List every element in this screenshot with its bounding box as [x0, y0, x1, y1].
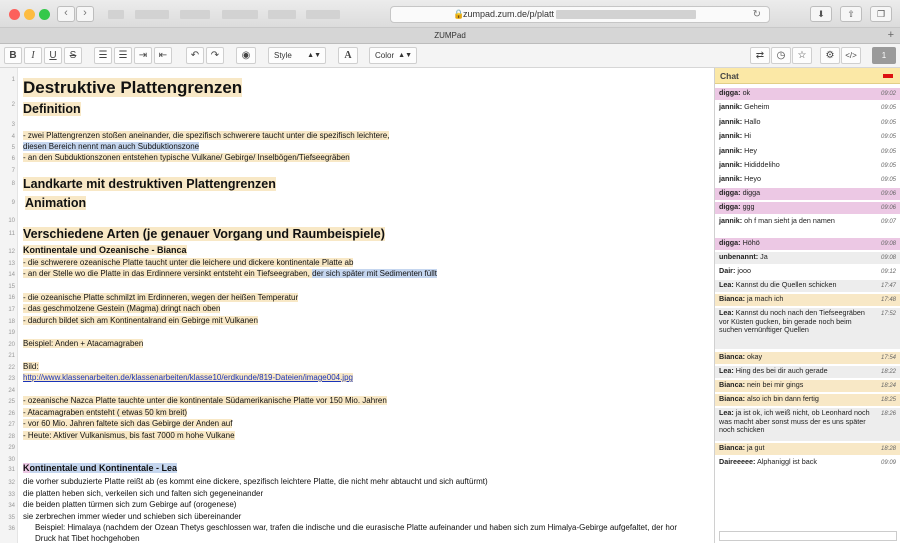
- ordered-list-button[interactable]: ☰: [94, 47, 112, 64]
- chat-time: 09:05: [880, 163, 896, 169]
- chat-text: Kannst du noch nach den Tiefseegräben vor Küsten gucken, bin gerade noch beim suchen vernünftiger Quellen: [719, 308, 865, 334]
- import-export-button[interactable]: ⇄: [750, 47, 770, 64]
- text-line: - zwei Plattengrenzen stoßen aneinander, die spezifisch schwerere taucht unter die spezifisch leichtere,: [23, 131, 390, 140]
- text-line: - die schwerere ozeanische Platte taucht unter die leichere und dickere kontinentale Platte ab: [23, 258, 354, 267]
- text-line: Druck hat Tibet hochgehoben: [35, 534, 140, 543]
- chevron-down-icon: ▲▼: [307, 52, 321, 59]
- tab-title[interactable]: ZUMPad: [434, 31, 466, 40]
- chat-time: 18:25: [880, 397, 896, 403]
- chat-text: Hing des bei dir auch gerade: [735, 366, 828, 375]
- editor-toolbar: [0, 44, 900, 68]
- text-line: - Heute: Aktiver Vulkanismus, bis fast 7000 m hohe Vulkane: [23, 431, 235, 440]
- heading-types: Verschiedene Arten (je genauer Vorgang und Raumbeispiele): [23, 227, 385, 241]
- indent-button[interactable]: ⇥: [134, 47, 152, 64]
- chat-author: Bianca:: [719, 394, 745, 403]
- text-line: die beiden platten türmen sich zum Gebirge auf (orogenese): [23, 500, 237, 509]
- line-number: 2: [11, 102, 15, 108]
- text-line: - ozeanische Nazca Platte tauchte unter die kontinentale Südamerikanische Platte vor 150 Mio. Jahren: [23, 396, 387, 405]
- chat-author: digga:: [719, 188, 741, 197]
- line-number: 29: [8, 445, 15, 451]
- chat-author: digga:: [719, 88, 741, 97]
- chat-time: 17:47: [880, 283, 896, 289]
- chat-time: 18:22: [880, 369, 896, 375]
- chat-input[interactable]: [719, 531, 897, 541]
- chat-text: Hallo: [744, 117, 761, 126]
- chat-time: 09:08: [880, 255, 896, 261]
- chat-time: 09:06: [880, 205, 896, 211]
- line-number: 6: [11, 156, 15, 162]
- text-line: die vorher subduzierte Platte reißt ab (es kommt eine dickere, spezifisch leichtere Platte, die nicht mehr abtaucht und sich auftürmt): [23, 477, 488, 486]
- line-number: 33: [8, 492, 15, 498]
- chat-time: 18:26: [880, 411, 896, 417]
- chat-text: also ich bin dann fertig: [746, 394, 819, 403]
- text-line: - vor 60 Mio. Jahren faltete sich das Gebirge der Anden auf: [23, 419, 233, 428]
- back-button[interactable]: ‹: [57, 6, 75, 22]
- heading-animation: Animation: [25, 196, 87, 210]
- chat-time: 09:09: [880, 460, 896, 466]
- line-number: 21: [8, 353, 15, 359]
- line-number: 32: [8, 480, 15, 486]
- chat-time: 09:12: [880, 269, 896, 275]
- text-line: - das geschmolzene Gestein (Magma) dringt nach oben: [23, 304, 221, 313]
- blurred-bookmark: [268, 10, 296, 19]
- address-bar[interactable]: [390, 6, 770, 23]
- document-title: Destruktive Plattengrenzen: [23, 78, 243, 97]
- chat-time: 18:24: [880, 383, 896, 389]
- chat-author: jannik:: [719, 174, 743, 183]
- chat-title: Chat: [720, 71, 739, 81]
- chat-message: [715, 457, 900, 470]
- line-number: 26: [8, 411, 15, 417]
- chat-message: [715, 280, 900, 293]
- text-line: die platten heben sich, verkeilen sich und falten sich gegeneinander: [23, 489, 264, 498]
- chat-author: jannik:: [719, 102, 743, 111]
- bold-button[interactable]: B: [4, 47, 22, 64]
- chat-time: 09:02: [880, 91, 896, 97]
- maximize-window-button[interactable]: [39, 9, 50, 20]
- line-number: 11: [8, 231, 15, 237]
- line-number-gutter: [0, 68, 18, 543]
- chat-text: jooo: [737, 266, 751, 275]
- chat-text: Hi: [744, 131, 751, 140]
- chat-time: 09:08: [880, 241, 896, 247]
- line-number: 28: [8, 434, 15, 440]
- chat-time: 17:52: [880, 311, 896, 317]
- chat-message: [715, 188, 900, 201]
- chat-text: ja gut: [746, 443, 765, 452]
- text-line: Beispiel: Himalaya (nachdem der Ozean Thetys geschlossen war, trafen die indische und die eurasische Platte aufeinander und haben sich zum Himalya-Gebirge aufgefaltet, der hor: [35, 523, 677, 532]
- blurred-bookmark: [180, 10, 210, 19]
- text-line: - die ozeanische Platte schmilzt im Erdinneren, wegen der heißen Temperatur: [23, 293, 299, 302]
- subheading-continental-continental: ontinentale und Kontinentale - Lea: [29, 463, 178, 473]
- redo-button[interactable]: ↷: [206, 47, 224, 64]
- line-number: 23: [8, 376, 15, 382]
- chat-text: ja mach ich: [746, 294, 784, 303]
- chat-text: oh f man sieht ja den namen: [744, 216, 835, 225]
- chat-message: [715, 102, 900, 115]
- chat-text: nein bei mir gings: [746, 380, 804, 389]
- italic-button[interactable]: I: [24, 47, 42, 64]
- subheading-continental-continental-k: K: [23, 463, 30, 473]
- chat-message: [715, 160, 900, 173]
- tab-bar: [0, 28, 900, 44]
- text-line: - an den Subduktionszonen entstehen typische Vulkane/ Gebirge/ Inselbögen/Tiefseegräben: [23, 153, 350, 162]
- chat-author: Bianca:: [719, 294, 745, 303]
- chat-author: unbenannt:: [719, 252, 759, 261]
- chevron-down-icon: ▲▼: [398, 52, 412, 59]
- color-select[interactable]: [369, 47, 417, 64]
- chat-message: [715, 394, 900, 407]
- chat-message: [715, 88, 900, 101]
- tabs-icon[interactable]: ❐: [870, 6, 892, 22]
- heading-map: Landkarte mit destruktiven Plattengrenzen: [23, 177, 276, 191]
- line-number: 27: [8, 422, 15, 428]
- line-number: 25: [8, 399, 15, 405]
- minimize-window-button[interactable]: [24, 9, 35, 20]
- line-number: 10: [8, 218, 15, 224]
- chat-text: digga: [742, 188, 761, 197]
- line-number: 35: [8, 515, 15, 521]
- new-tab-button[interactable]: +: [887, 29, 894, 41]
- line-number: 36: [8, 526, 15, 532]
- chat-author: Lea:: [719, 366, 734, 375]
- chat-author: Bianca:: [719, 352, 745, 361]
- chat-text: Geheim: [744, 102, 770, 111]
- clear-authorship-button[interactable]: ◉: [236, 47, 256, 64]
- chat-text: ggg: [742, 202, 755, 211]
- reload-icon[interactable]: ↻: [752, 9, 761, 20]
- line-number: 31: [8, 467, 15, 473]
- chat-text: Hey: [744, 146, 757, 155]
- chat-message: [715, 308, 900, 350]
- chat-message: [715, 238, 900, 251]
- chat-author: jannik:: [719, 216, 743, 225]
- chat-author: digga:: [719, 202, 741, 211]
- chat-message: [715, 366, 900, 379]
- chat-author: Bianca:: [719, 443, 745, 452]
- chat-message: [715, 443, 900, 456]
- user-count: 1: [881, 51, 887, 60]
- line-number: 19: [8, 330, 15, 336]
- chat-text: Hididdeliho: [744, 160, 780, 169]
- blurred-bookmark: [222, 10, 258, 19]
- pad-editor[interactable]: [19, 68, 714, 543]
- text-line: sie zerbrechen immer wieder und schieben sich übereinander: [23, 512, 242, 521]
- chat-message: [715, 117, 900, 130]
- line-number: 24: [8, 388, 15, 394]
- chat-time: 09:05: [880, 105, 896, 111]
- chat-text: Höhö: [742, 238, 760, 247]
- text-line: Beispiel: Anden + Atacamagraben: [23, 339, 144, 348]
- chat-message: [715, 131, 900, 144]
- blurred-url-part: [556, 10, 696, 19]
- chat-author: jannik:: [719, 117, 743, 126]
- line-number: 22: [8, 365, 15, 371]
- line-number: 17: [8, 307, 15, 313]
- line-number: 8: [11, 181, 15, 187]
- browser-titlebar: [0, 0, 900, 28]
- line-number: 30: [8, 457, 15, 463]
- style-select-label: Style: [274, 51, 292, 60]
- text-line: - an der Stelle wo die Platte in das Erdinnere versinkt entsteht ein Tiefseegraben,: [23, 269, 313, 278]
- chat-text: Kannst du die Quellen schicken: [735, 280, 837, 289]
- line-number: 9: [11, 200, 15, 206]
- underline-button[interactable]: U: [44, 47, 62, 64]
- chat-panel: [714, 68, 900, 543]
- history-button[interactable]: ◷: [771, 47, 791, 64]
- chat-author: Lea:: [719, 280, 734, 289]
- unordered-list-button[interactable]: ☰: [114, 47, 132, 64]
- line-number: 34: [8, 503, 15, 509]
- line-number: 16: [8, 295, 15, 301]
- line-number: 1: [11, 77, 15, 83]
- chat-message: [715, 380, 900, 393]
- chat-author: Dair:: [719, 266, 736, 275]
- lock-icon: 🔒: [453, 9, 465, 19]
- forward-button[interactable]: ›: [76, 6, 94, 22]
- text-line: - Atacamagraben entsteht ( etwas 50 km breit): [23, 408, 188, 417]
- chat-author: Lea:: [719, 408, 734, 417]
- text-line: diesen Bereich nennt man auch Subduktionszone: [23, 142, 200, 151]
- image-link[interactable]: http://www.klassenarbeiten.de/klassenarbeiten/klasse10/erdkunde/819-Dateien/image004.jpg: [23, 373, 353, 382]
- minimize-chat-icon[interactable]: [883, 74, 893, 78]
- embed-button[interactable]: </>: [841, 47, 861, 64]
- chat-message: [715, 252, 900, 265]
- line-number: 3: [11, 122, 15, 128]
- undo-button[interactable]: ↶: [186, 47, 204, 64]
- heading-definition: Definition: [23, 102, 81, 116]
- download-icon[interactable]: ⬇: [810, 6, 832, 22]
- chat-time: 09:07: [880, 219, 896, 225]
- chat-time: 09:05: [880, 134, 896, 140]
- chat-time: 17:54: [880, 355, 896, 361]
- chat-time: 09:06: [880, 191, 896, 197]
- text-line: - dadurch bildet sich am Kontinentalrand ein Gebirge mit Vulkanen: [23, 316, 258, 325]
- close-window-button[interactable]: [9, 9, 20, 20]
- line-number: 15: [8, 284, 15, 290]
- chat-author: jannik:: [719, 160, 743, 169]
- chat-text: ja ist ok, ich weiß nicht, ob Leonhard noch was macht aber sonst muss der es uns später noch schicken: [719, 408, 870, 434]
- chat-time: 18:28: [880, 446, 896, 452]
- chat-message: [715, 352, 900, 365]
- chat-message: [715, 294, 900, 307]
- line-number: 20: [8, 342, 15, 348]
- chat-author: jannik:: [719, 146, 743, 155]
- line-number: 4: [11, 134, 15, 140]
- chat-text: okay: [746, 352, 763, 361]
- chat-message: [715, 174, 900, 187]
- chat-time: 09:05: [880, 177, 896, 183]
- star-button[interactable]: ☆: [792, 47, 812, 64]
- text-line: der sich später mit Sedimenten füllt: [312, 269, 438, 278]
- line-number: 7: [11, 168, 15, 174]
- blurred-bookmark: [306, 10, 340, 19]
- style-select[interactable]: [268, 47, 326, 64]
- chat-time: 17:48: [880, 297, 896, 303]
- chat-author: Daireeeee:: [719, 457, 756, 466]
- chat-author: jannik:: [719, 131, 743, 140]
- chat-author: Lea:: [719, 308, 734, 317]
- line-number: 14: [8, 272, 15, 278]
- chat-author: digga:: [719, 238, 741, 247]
- settings-button[interactable]: ⚙: [820, 47, 840, 64]
- chat-time: 09:05: [880, 149, 896, 155]
- chat-time: 09:05: [880, 120, 896, 126]
- chat-text: Alphaniggl ist back: [756, 457, 817, 466]
- chat-message: [715, 202, 900, 215]
- chat-message: [715, 216, 900, 238]
- chat-text: ok: [742, 88, 751, 97]
- chat-message: [715, 408, 900, 442]
- share-icon[interactable]: ⇧: [840, 6, 862, 22]
- text-line: Bild:: [23, 362, 39, 371]
- blurred-bookmark: [135, 10, 169, 19]
- line-number: 12: [8, 249, 15, 255]
- chat-text: Heyo: [744, 174, 761, 183]
- line-number: 13: [8, 261, 15, 267]
- address-url: zumpad.zum.de/p/platt: [463, 9, 555, 19]
- font-button[interactable]: A: [338, 47, 358, 64]
- chat-text: Ja: [760, 252, 768, 261]
- subheading-continental-oceanic: Kontinentale und Ozeanische - Bianca: [23, 245, 187, 255]
- blurred-bookmark: [108, 10, 124, 19]
- line-number: 5: [11, 145, 15, 151]
- users-button[interactable]: [872, 47, 896, 64]
- outdent-button[interactable]: ⇤: [154, 47, 172, 64]
- line-number: 18: [8, 319, 15, 325]
- chat-author: Bianca:: [719, 380, 745, 389]
- chat-header: [715, 68, 900, 84]
- chat-message: [715, 146, 900, 159]
- chat-message: [715, 266, 900, 279]
- color-select-label: Color: [375, 51, 395, 60]
- strikethrough-button[interactable]: S: [64, 47, 82, 64]
